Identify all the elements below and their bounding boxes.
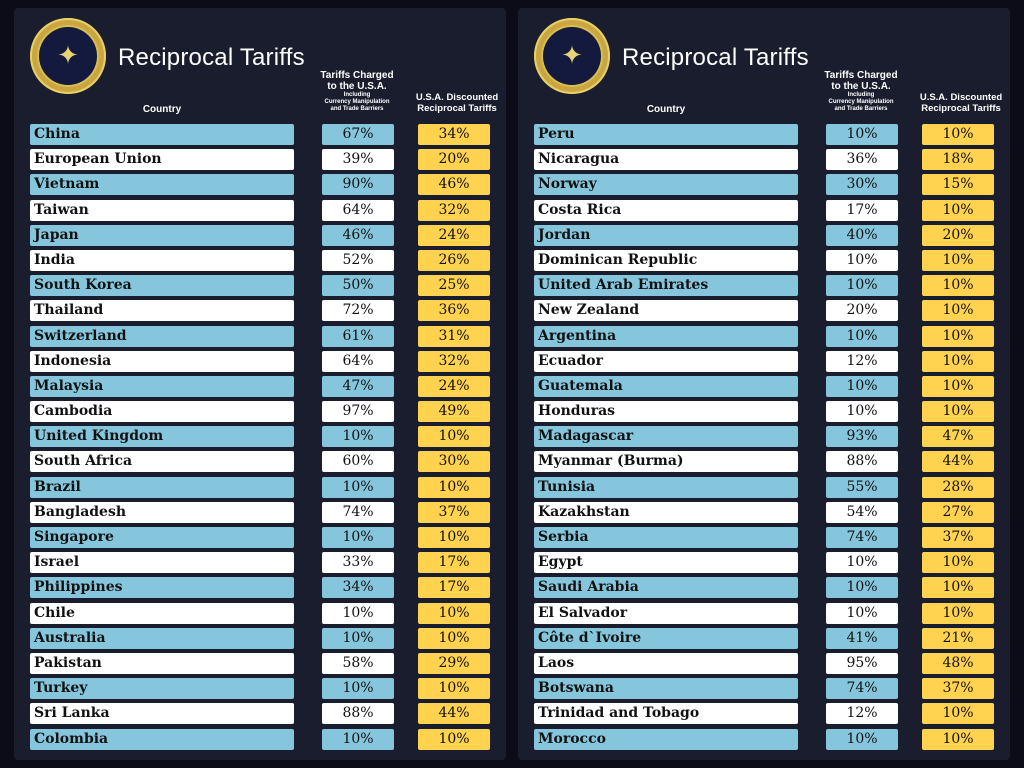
discounted-tariff-cell: 44% [922,451,994,472]
discounted-tariff-cell: 10% [922,703,994,724]
discounted-tariff-cell: 10% [922,729,994,750]
charged-tariff-cell: 72% [322,300,394,321]
charged-tariff-cell: 10% [322,527,394,548]
charged-tariff-cell: 10% [826,376,898,397]
charged-tariff-cell: 10% [826,552,898,573]
country-cell: El Salvador [534,603,798,624]
discounted-tariff-cell: 47% [922,426,994,447]
discounted-tariff-cell: 24% [418,225,490,246]
charged-tariff-cell: 10% [322,477,394,498]
discounted-tariff-cell: 10% [418,628,490,649]
discounted-tariff-cell: 28% [922,477,994,498]
country-cell: Sri Lanka [30,703,294,724]
country-cell: Dominican Republic [534,250,798,271]
country-cell: Madagascar [534,426,798,447]
discounted-tariff-cell: 26% [418,250,490,271]
charged-tariff-cell: 10% [322,729,394,750]
country-cell: Turkey [30,678,294,699]
discounted-tariff-cell: 10% [922,275,994,296]
country-cell: China [30,124,294,145]
charged-tariff-cell: 50% [322,275,394,296]
country-cell: South Korea [30,275,294,296]
discounted-tariff-cell: 10% [922,326,994,347]
charged-tariff-cell: 90% [322,174,394,195]
country-cell: Taiwan [30,200,294,221]
country-column-header: Country [142,104,182,115]
discounted-tariff-cell: 46% [418,174,490,195]
country-cell: Japan [30,225,294,246]
charged-tariff-cell: 40% [826,225,898,246]
country-cell: Côte d`Ivoire [534,628,798,649]
charged-tariff-cell: 88% [322,703,394,724]
charged-tariff-cell: 34% [322,577,394,598]
discounted-tariff-cell: 10% [922,351,994,372]
discounted-tariff-cell: 18% [922,149,994,170]
discounted-tariff-cell: 17% [418,577,490,598]
country-cell: Switzerland [30,326,294,347]
discounted-tariff-cell: 44% [418,703,490,724]
discounted-tariff-cell: 34% [418,124,490,145]
tariff-panel-right [518,8,1010,760]
country-column-header: Country [646,104,686,115]
charged-tariff-cell: 10% [322,628,394,649]
charged-tariff-cell: 74% [826,527,898,548]
discounted-tariff-cell: 10% [922,401,994,422]
country-cell: Saudi Arabia [534,577,798,598]
country-cell: Malaysia [30,376,294,397]
charged-tariff-cell: 74% [826,678,898,699]
country-cell: Cambodia [30,401,294,422]
discounted-tariff-cell: 10% [922,603,994,624]
country-cell: Jordan [534,225,798,246]
charged-column-header: Tariffs Charged to the U.S.A. Including Currency Manipulation and Trade Barriers [824,70,898,112]
country-cell: India [30,250,294,271]
discounted-tariff-cell: 48% [922,653,994,674]
discounted-tariff-cell: 32% [418,351,490,372]
country-cell: Peru [534,124,798,145]
country-cell: Philippines [30,577,294,598]
charged-tariff-cell: 10% [322,603,394,624]
country-cell: Trinidad and Tobago [534,703,798,724]
charged-tariff-cell: 95% [826,653,898,674]
charged-tariff-cell: 39% [322,149,394,170]
charged-tariff-cell: 10% [826,577,898,598]
country-cell: Ecuador [534,351,798,372]
discounted-tariff-cell: 31% [418,326,490,347]
discounted-tariff-cell: 10% [418,678,490,699]
country-cell: Chile [30,603,294,624]
charged-tariff-cell: 30% [826,174,898,195]
country-cell: Serbia [534,527,798,548]
charged-tariff-cell: 47% [322,376,394,397]
charged-tariff-cell: 74% [322,502,394,523]
discounted-tariff-cell: 10% [922,200,994,221]
discounted-tariff-cell: 21% [922,628,994,649]
country-cell: Costa Rica [534,200,798,221]
country-cell: Pakistan [30,653,294,674]
country-cell: European Union [30,149,294,170]
country-cell: Tunisia [534,477,798,498]
country-cell: Laos [534,653,798,674]
discounted-tariff-cell: 27% [922,502,994,523]
charged-tariff-cell: 10% [826,326,898,347]
discounted-tariff-cell: 10% [922,300,994,321]
country-cell: Guatemala [534,376,798,397]
charged-tariff-cell: 41% [826,628,898,649]
charged-tariff-cell: 33% [322,552,394,573]
discounted-tariff-cell: 10% [418,729,490,750]
charged-tariff-cell: 12% [826,351,898,372]
discounted-tariff-cell: 10% [922,250,994,271]
charged-tariff-cell: 64% [322,200,394,221]
country-cell: Vietnam [30,174,294,195]
discounted-tariff-cell: 29% [418,653,490,674]
discounted-tariff-cell: 17% [418,552,490,573]
discounted-tariff-cell: 30% [418,451,490,472]
discounted-tariff-cell: 15% [922,174,994,195]
charged-tariff-cell: 60% [322,451,394,472]
charged-tariff-cell: 58% [322,653,394,674]
presidential-seal-icon: ✦ [30,18,106,94]
discounted-tariff-cell: 10% [922,552,994,573]
charged-tariff-cell: 10% [826,603,898,624]
country-cell: Honduras [534,401,798,422]
charged-tariff-cell: 93% [826,426,898,447]
charged-tariff-cell: 10% [322,426,394,447]
country-cell: Thailand [30,300,294,321]
discounted-tariff-cell: 37% [418,502,490,523]
discounted-tariff-cell: 25% [418,275,490,296]
discounted-tariff-cell: 36% [418,300,490,321]
country-cell: Morocco [534,729,798,750]
discounted-tariff-cell: 10% [922,376,994,397]
discounted-tariff-cell: 32% [418,200,490,221]
country-cell: Argentina [534,326,798,347]
charged-tariff-cell: 10% [826,250,898,271]
country-cell: Bangladesh [30,502,294,523]
charged-tariff-cell: 12% [826,703,898,724]
charged-tariff-cell: 10% [826,124,898,145]
country-cell: Kazakhstan [534,502,798,523]
discounted-tariff-cell: 10% [418,527,490,548]
presidential-seal-icon: ✦ [534,18,610,94]
discounted-tariff-cell: 37% [922,678,994,699]
country-cell: Egypt [534,552,798,573]
charged-tariff-cell: 64% [322,351,394,372]
charged-tariff-cell: 36% [826,149,898,170]
charged-tariff-cell: 52% [322,250,394,271]
discounted-tariff-cell: 10% [418,477,490,498]
charged-tariff-cell: 61% [322,326,394,347]
charged-tariff-cell: 54% [826,502,898,523]
charged-tariff-cell: 10% [826,729,898,750]
charged-tariff-cell: 10% [826,275,898,296]
country-cell: Norway [534,174,798,195]
discounted-tariff-cell: 37% [922,527,994,548]
discounted-column-header: U.S.A. Discounted Reciprocal Tariffs [415,92,499,114]
country-cell: South Africa [30,451,294,472]
discounted-tariff-cell: 49% [418,401,490,422]
discounted-tariff-cell: 24% [418,376,490,397]
country-cell: United Kingdom [30,426,294,447]
country-cell: Israel [30,552,294,573]
discounted-tariff-cell: 20% [922,225,994,246]
discounted-column-header: U.S.A. Discounted Reciprocal Tariffs [919,92,1003,114]
country-cell: Colombia [30,729,294,750]
charged-tariff-cell: 55% [826,477,898,498]
country-cell: United Arab Emirates [534,275,798,296]
country-cell: Indonesia [30,351,294,372]
tariff-panel-left [14,8,506,760]
panel-title: Reciprocal Tariffs [622,44,809,71]
panel-title: Reciprocal Tariffs [118,44,305,71]
country-cell: Nicaragua [534,149,798,170]
charged-tariff-cell: 20% [826,300,898,321]
charged-tariff-cell: 88% [826,451,898,472]
discounted-tariff-cell: 10% [922,577,994,598]
discounted-tariff-cell: 10% [418,603,490,624]
charged-tariff-cell: 67% [322,124,394,145]
country-cell: Brazil [30,477,294,498]
charged-column-header: Tariffs Charged to the U.S.A. Including Currency Manipulation and Trade Barriers [320,70,394,112]
country-cell: New Zealand [534,300,798,321]
country-cell: Australia [30,628,294,649]
country-cell: Myanmar (Burma) [534,451,798,472]
discounted-tariff-cell: 10% [922,124,994,145]
country-cell: Botswana [534,678,798,699]
discounted-tariff-cell: 20% [418,149,490,170]
charged-tariff-cell: 10% [322,678,394,699]
charged-tariff-cell: 97% [322,401,394,422]
discounted-tariff-cell: 10% [418,426,490,447]
charged-tariff-cell: 10% [826,401,898,422]
charged-tariff-cell: 46% [322,225,394,246]
charged-tariff-cell: 17% [826,200,898,221]
country-cell: Singapore [30,527,294,548]
